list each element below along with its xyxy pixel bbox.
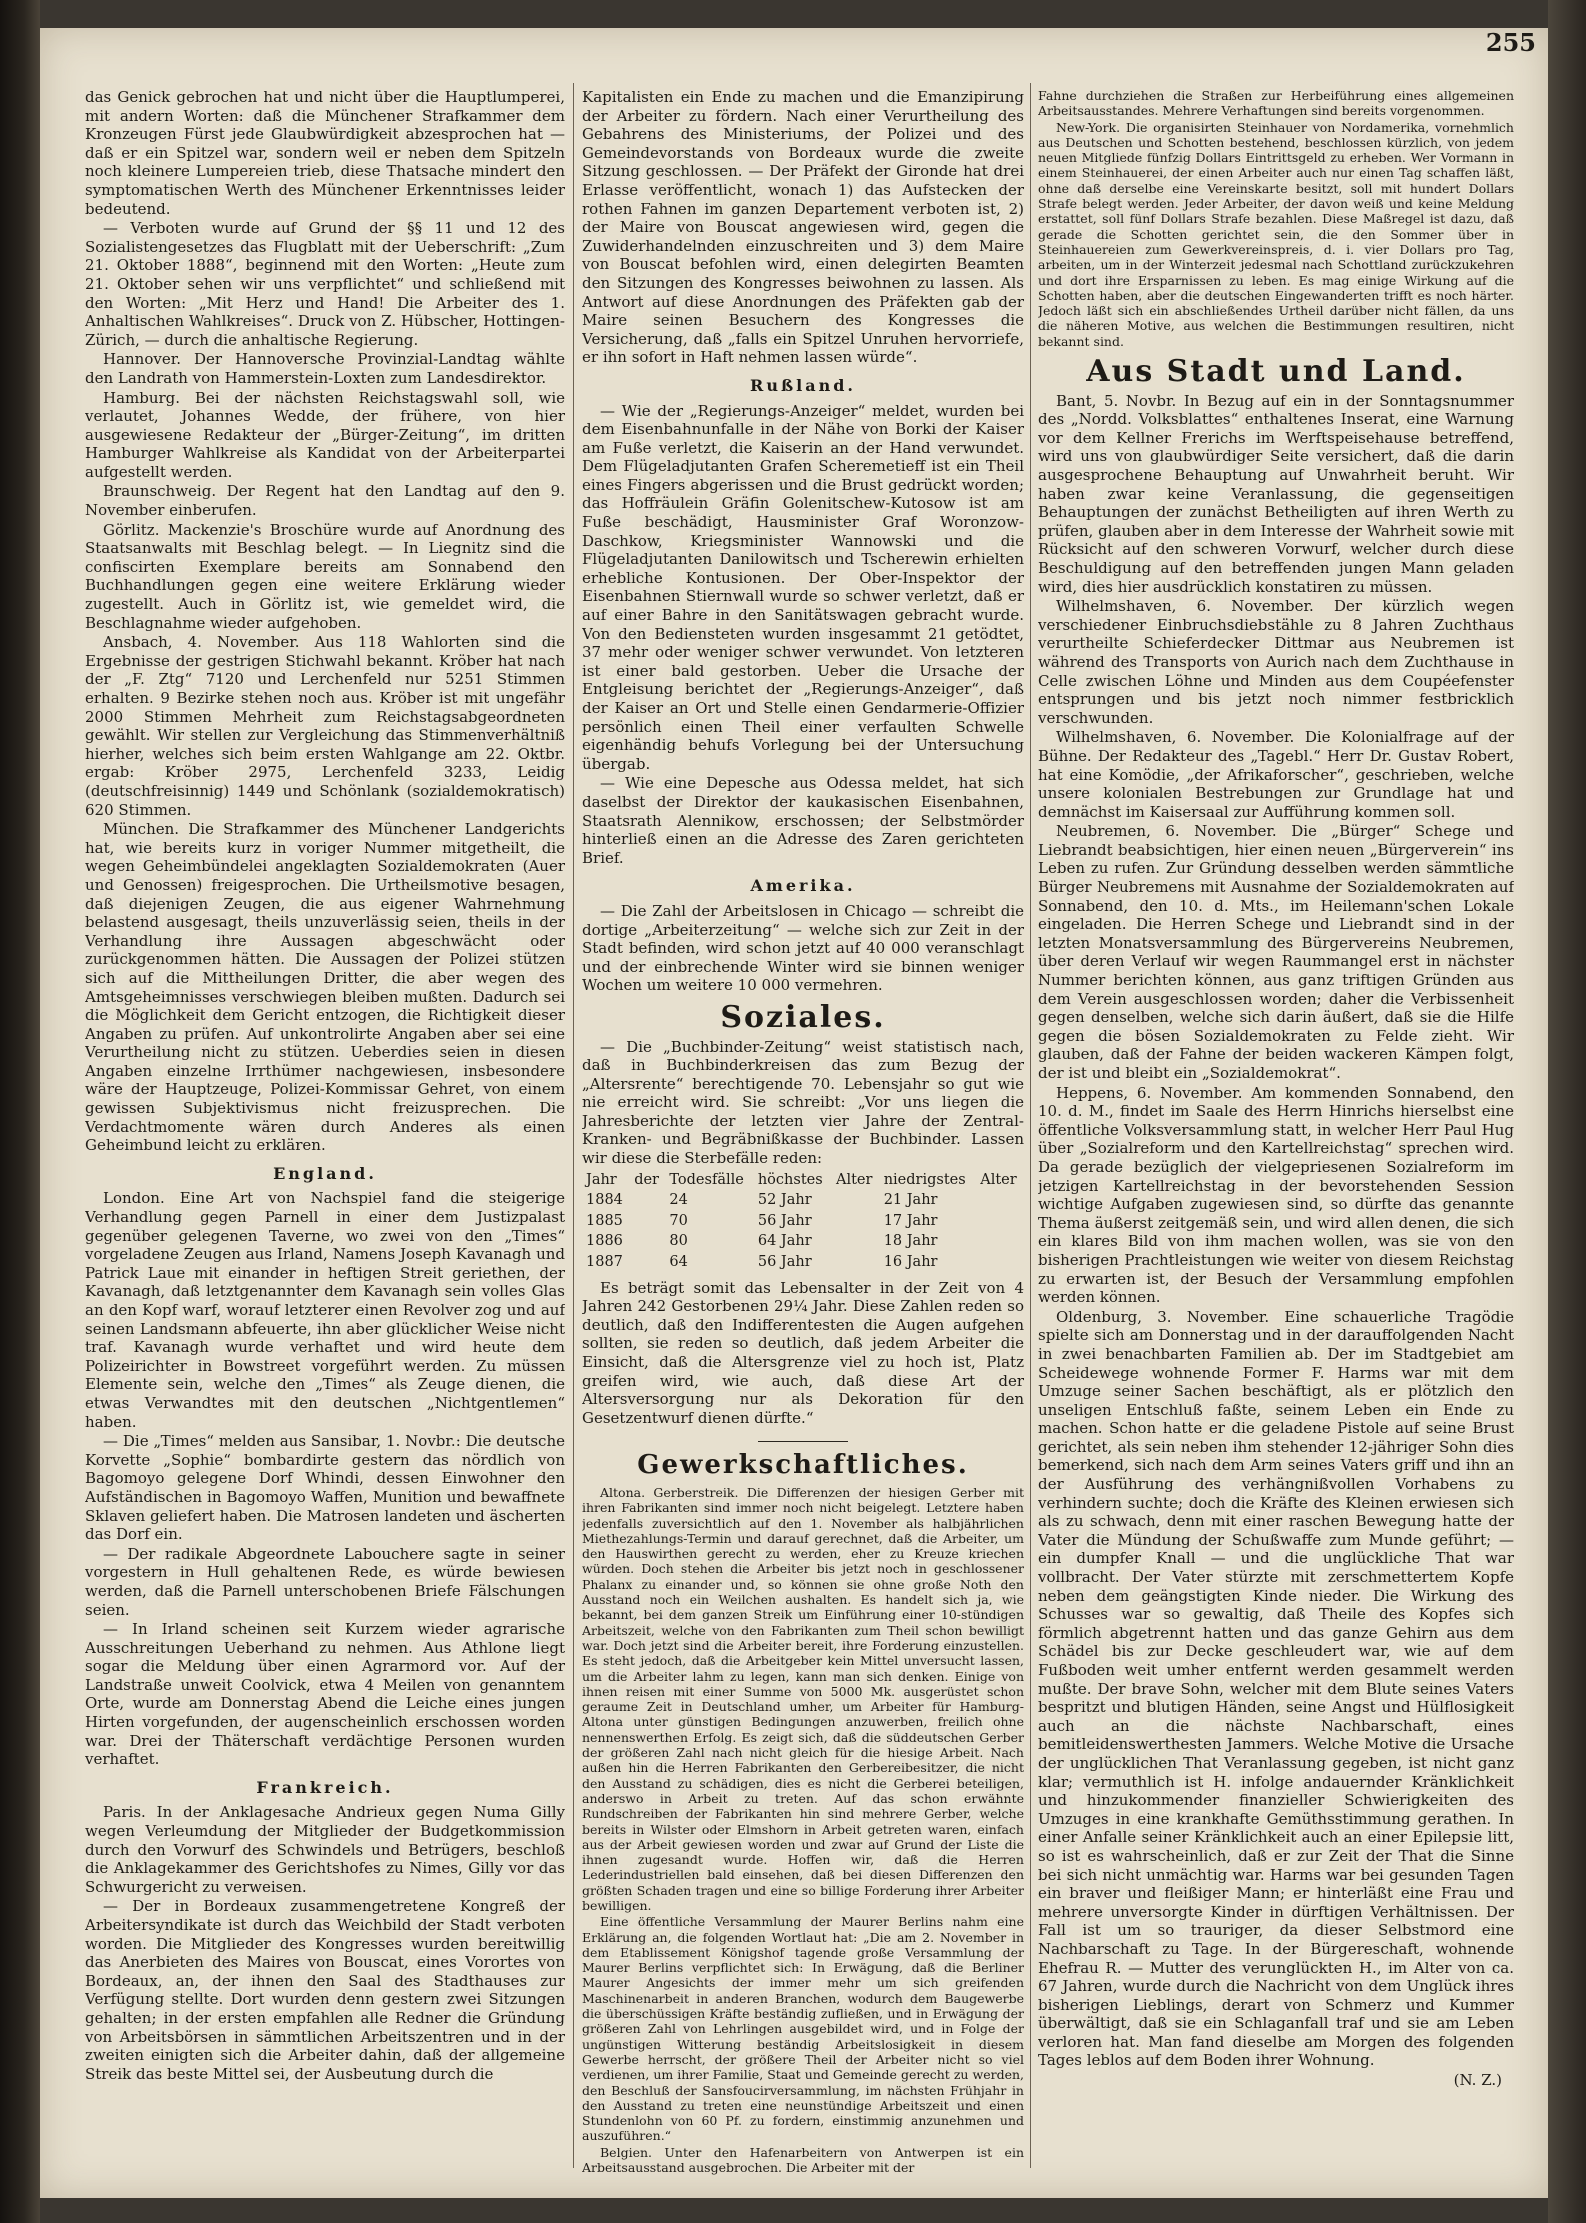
table-cell: 56 Jahr — [757, 1212, 812, 1229]
table-cell: 1884 — [586, 1192, 623, 1209]
article-text: Kapitalisten ein Ende zu machen und die Emanzipirung der Arbeiter zu fördern. Nach einer Verurtheilung des Gebahrens des Ministeriums, der Polizei und des Gemeindevorstands von Bordeaux wurde die zweite Sitzung geschlossen. — Der Präfekt der Gironde hat drei Erlasse veröffentlicht, wonach 1) das Aufstecken der rothen Fahnen im ganzen Departement verboten ist, 2) der Maire von Bouscat angewiesen wird, gegen die Zuwiderhandelnden einzuschreiten und 3) dem Maire von Bouscat befohlen wird, einen delegirten Beamten den Sitzungen des Kongresses beiwohnen zu lassen. Als Antwort auf diese Anordnungen des Präfekten gab der Maire seinen Besuchern des Kongresses die Versicherung, daß „falls ein Spitzel Unruhen hervorriefe, er ihn sofort in Haft nehmen lassen würde“. — [582, 88, 1024, 367]
article-text: — Die Zahl der Arbeitslosen in Chicago — schreibt die dortige „Arbeiterzeitung“ — welche sich zur Zeit in der Stadt befinden, wird schon jetzt auf 40 000 veranschlagt und der einbrechende Winter wird sie binnen weniger Wochen um weitere 10 000 vermehren. — [582, 901, 1024, 995]
column-rule — [573, 83, 574, 2168]
table-header-cell: der — [634, 1171, 659, 1188]
table-header-cell: Alter — [835, 1171, 873, 1188]
source-signature: (N. Z.) — [1453, 2071, 1502, 2090]
article-text: Bant, 5. Novbr. In Bezug auf ein in der Sonntagsnummer des „Nordd. Volksblattes“ enthaltenes Inserat, eine Warnung vor dem Kellner Frerichs im Werftspeisehause betreffend, wird uns von glaubwürdiger Seite versichert, daß die darin ausgesprochene Behauptung auf Unwahrheit beruht. Wir haben zwar keine Veranlassung, die gegenseitigen Behauptungen der zunächst Betheiligten auf ihren Werth zu prüfen, glauben aber in dem Interesse der Wahrheit sowie mit Rücksicht auf den schweren Vorwurf, welcher durch diese Beschuldigung auf den betreffenden jungen Mann geladen wird, dies hier ausdrücklich konstatiren zu müssen. — [1038, 391, 1514, 596]
article-text: Heppens, 6. November. Am kommenden Sonnabend, den 10. d. M., findet im Saale des Herrn Hinrichs hierselbst eine öffentliche Volksversammlung statt, in welcher Herr Paul Hug über „Sozialreform und den Kartellreichstag“ sprechen wird. Da gerade bezüglich der vielgepriesenen Sozialreform im jetzigen Kartellreichstag in der bevorstehenden Session wichtige Aufgaben zugewiesen sind, so dürfte das genannte Thema äußerst zeitgemäß sein, und wird allen denen, die sich ein klares Bild von ihm machen wollen, was sie von den bisherigen Prachtleistungen wie weiter von diesem Reichstag zu erwarten ist, der Besuch der Versammlung empfohlen werden können. — [1038, 1083, 1514, 1307]
article-text: Eine öffentliche Versammlung der Maurer Berlins nahm eine Erklärung an, die folgenden Wortlaut hat: „Die am 2. November in dem Etablissement Königshof tagende große Versammlung der Maurer Berlins verpflichtet sich: In Erwägung, daß die Berliner Maurer Angesichts der immer mehr um sich greifenden Maschinenarbeit in anderen Branchen, wodurch dem Baugewerbe die überschüssigen Kräfte beständig zufließen, und in Erwägung der größeren Zahl von Lehrlingen ausgebildet wird, und in Folge der ungünstigen Witterung beständig Arbeitslosigkeit in diesem Gewerbe herrscht, der größere Theil der Arbeiter nicht so viel verdienen, um ihrer Familie, Staat und Gemeinde gerecht zu werden, den Beschluß der Sansfoucirversammlung, im nächsten Frühjahr in den Ausstand zu treten eine neunstündige Arbeitszeit und einen Stundenlohn von 60 Pf. zu fordern, einstimmig anzunehmen und auszuführen.“ — [582, 1914, 1024, 2144]
table-row — [582, 1190, 1024, 1211]
article-text: — Verboten wurde auf Grund der §§ 11 und 12 des Sozialistengesetzes das Flugblatt mit der Ueberschrift: „Zum 21. Oktober 1888“, beginnend mit den Worten: „Heute zum 21. Oktober sehen wir uns verpflichtet“ und schließend mit den Worten: „Mit Herz und Hand! Die Arbeiter des 1. Anhaltischen Wahlkreises“. Druck von Z. Hübscher, Hottingen-Zürich, — durch die anhaltische Regierung. — [85, 219, 565, 349]
table-cell: 16 Jahr — [883, 1254, 938, 1271]
section-heading-amerika: Amerika. — [750, 876, 856, 896]
table-cell: 56 Jahr — [757, 1254, 812, 1271]
table-cell: 64 — [669, 1254, 688, 1271]
article-text: Hannover. Der Hannoversche Provinzial-Landtag wählte den Landrath von Hammerstein-Loxten zum Landesdirektor. — [85, 350, 565, 387]
page-edge — [1548, 0, 1586, 2223]
table-cell: 24 — [669, 1192, 688, 1209]
article-text: Braunschweig. Der Regent hat den Landtag auf den 9. November einberufen. — [85, 482, 565, 520]
table-cell: 52 Jahr — [757, 1192, 812, 1209]
article-text: — Der radikale Abgeordnete Labouchere sagte in seiner vorgestern in Hull gehaltenen Rede, es würde bewiesen werden, daß die Parnell unterschobenen Briefe Fälschungen seien. — [85, 1544, 565, 1619]
article-text: — Der in Bordeaux zusammengetretene Kongreß der Arbeitersyndikate ist durch das Weichbild der Stadt verboten worden. Die Mitglieder des Kongresses wurden bereitwillig das Anerbieten des Maires von Bouscat, eines Vorortes von Bordeaux, an, der ihnen den Saal des Stadthauses zur Verfügung stellte. Dort wurden denn gestern zwei Sitzungen gehalten; in der ersten empfahlen alle Redner die Gründung von Arbeitsbörsen in sämmtlichen Arbeitszentren und in der zweiten einigten sich die Arbeiter dahin, daß der allgemeine Streik das beste Mittel sei, der Ausbeutung durch die — [85, 1897, 565, 2083]
table-cell: 64 Jahr — [757, 1233, 812, 1250]
table-header-cell: niedrigstes — [883, 1171, 966, 1188]
separator-rule — [758, 1441, 848, 1442]
column-3 — [1038, 88, 1514, 2178]
article-text: Wilhelmshaven, 6. November. Die Kolonialfrage auf der Bühne. Der Redakteur des „Tagebl.“ Herr Dr. Gustav Robert, hat eine Komödie, „der Afrikaforscher“, geschrieben, welche unsere kolonialen Bestrebungen zur Grundlage hat und demnächst im Kaisersaal zur Aufführung kommen soll. — [1038, 728, 1514, 821]
table-cell: 1886 — [586, 1233, 623, 1250]
table-cell: 17 Jahr — [883, 1212, 938, 1229]
article-text: — In Irland scheinen seit Kurzem wieder agrarische Ausschreitungen Ueberhand zu nehmen. Aus Athlone liegt sogar die Meldung über einen Agrarmord vor. Auf der Landstraße unweit Coolvick, etwa 4 Meilen von genanntem Orte, wurde am Donnerstag Abend die Leiche eines jungen Hirten vorgefunden, der augenscheinlich erschossen worden war. Drei der Thäterschaft verdächtige Personen wurden verhaftet. — [85, 1620, 565, 1769]
section-heading-aus-stadt-und-land: Aus Stadt und Land. — [1086, 354, 1466, 390]
table-row — [582, 1231, 1024, 1252]
table-cell: 1887 — [586, 1254, 623, 1271]
article-text: — Wie der „Regierungs-Anzeiger“ meldet, wurden bei dem Eisenbahnunfalle in der Nähe von Borki der Kaiser am Fuße verletzt, die Kaiserin an der Hand verwundet. Dem Flügeladjutanten Grafen Scheremetieff ist ein Theil eines Fingers abgerissen und die Brust gedrückt worden; das Hoffräulein Gräfin Golenitschew-Kutosow ist am Fuße beschädigt, Hausminister Graf Woronzow-Daschkow, Kriegsminister Wannowski und die Flügeladjutanten Danilowitsch und Tscherewin erhielten erhebliche Kontusionen. Der Ober-Inspektor der Eisenbahnen Stiernwall wurde so schwer verletzt, daß er auf einer Bahre in den Sanitätswagen gebracht wurde. Von den Bediensteten wurden insgesammt 21 getödtet, 37 mehr oder weniger schwer verwundet. Von letzteren ist einer bald gestorben. Ueber die Ursache der Entgleisung berichtet der „Regierungs-Anzeiger“, daß der Kaiser an Ort und Stelle einen Gendarmerie-Offizier persönlich einen Theil einer verfaulten Schwelle eigenhändig behufs Vorlegung bei der Untersuchung übergab. — [582, 401, 1024, 773]
section-heading-russland: Rußland. — [750, 375, 856, 395]
article-text: Belgien. Unter den Hafenarbeitern von Antwerpen ist ein Arbeitsausstand ausgebrochen. Die Arbeiter mit der — [582, 2144, 1024, 2176]
article-text: das Genick gebrochen hat und nicht über die Hauptlumperei, mit andern Worten: daß die Münchener Strafkammer dem Kronzeugen Fürst jede Glaubwürdigkeit abzesprochen hat — daß er ein Spitzel war, sondern weil er neben dem Spitzeln noch kleinere Lumpereien trieb, diese Thatsache mindert den symptomatischen Werth des Münchener Erkenntnisses leider bedeutend. — [85, 88, 565, 218]
article-text: Paris. In der Anklagesache Andrieux gegen Numa Gilly wegen Verleumdung der Mitglieder der Budgetkommission durch den Vorwurf des Schwindels und Betrügers, beschloß die Anklagekammer des Gerichtshofes zu Nimes, Gilly vor das Schwurgericht zu verweisen. — [85, 1803, 565, 1896]
article-text: Ansbach, 4. November. Aus 118 Wahlorten sind die Ergebnisse der gestrigen Stichwahl bekannt. Kröber hat nach der „F. Ztg“ 7120 und Lerchenfeld nur 5251 Stimmen erhalten. 9 Bezirke stehen noch aus. Kröber ist mit ungefähr 2000 Stimmen Mehrheit zum Reichstagsabgeordneten gewählt. Wir stellen zur Vergleichung das Stimmenverhältniß hierher, welches sich beim ersten Wahlgange am 22. Oktbr. ergab: Kröber 2975, Lerchenfeld 3233, Leidig (deutschfreisinnig) 1449 und Schönlank (sozialdemokratisch) 620 Stimmen. — [85, 633, 565, 819]
article-text: Neubremen, 6. November. Die „Bürger“ Schege und Liebrandt beabsichtigen, hier einen neuen „Bürgerverein“ ins Leben zu rufen. Zur Gründung desselben werden sämmtliche Bürger Neubremens mit Ausnahme der Sozialdemokraten auf Sonnabend, den 10. d. Mts., im Heilemann'schen Lokale eingeladen. Die Herren Schege und Liebrandt sind in der letzten Monatsversammlung des Bürgervereins Neubremen, über deren Verlauf wir wegen Raummangel erst in nächster Nummer berichten können, aus ganz triftigen Gründen aus dem Verein ausgeschlossen worden; daher die Verbissenheit gegen denselben, welche sich darin äußert, daß sie die Hilfe gegen die bösen Sozialdemokraten zu Felde zieht. Wir glauben, daß der Fahne der beiden wackeren Kämpen folgt, der ist und bleibt ein „Sozialdemokrat“. — [1038, 822, 1514, 1083]
article-text: — Die „Buchbinder-Zeitung“ weist statistisch nach, daß in Buchbinderkreisen das zum Bezug der „Altersrente“ berechtigende 70. Lebensjahr so gut wie nie erreicht wird. Sie schreibt: „Vor uns liegen die Jahresberichte der letzten vier Jahre der Zentral-Kranken- und Begräbnißkasse der Buchbinder. Lassen wir diese die Sterbefälle reden: — [582, 1037, 1024, 1168]
article-text: Hamburg. Bei der nächsten Reichstagswahl soll, wie verlautet, Johannes Wedde, der frühere, von hier ausgewiesene Redakteur der „Bürger-Zeitung“, im dritten Hamburger Wahlkreise als Kandidat von der Arbeiterpartei aufgestellt werden. — [85, 388, 565, 481]
table-cell: 1885 — [586, 1212, 623, 1229]
article-text: Altona. Gerberstreik. Die Differenzen der hiesigen Gerber mit ihren Fabrikanten sind immer noch nicht beigelegt. Letztere haben jedenfalls zuversichtlich auf den 1. November als halbjährlichen Miethezahlungs-Termin und darauf gerechnet, daß die Arbeiter, um den Hauswirthen gerecht zu werden, eher zu Kreuze kriechen würden. Doch stehen die Arbeiter bis jetzt noch in geschlossener Phalanx zu einander und, so können sie ohne große Noth den Ausstand noch ein Weilchen aushalten. Es handelt sich ja, wie bekannt, bei dem ganzen Streik um Einführung einer 10-stündigen Arbeitszeit, welche von den Fabrikanten zum Theil schon bewilligt war. Doch jetzt sind die Arbeiter bereit, ihre Forderung einzustellen. Es steht jedoch, daß die Arbeitgeber kein Mittel unversucht lassen, um die Arbeiter lahm zu legen, kann man sich denken. Einige von ihnen reisen mit einer Summe von 5000 Mk. ausgerüstet schon geraume Zeit in Deutschland umher, um Arbeiter für Hamburg-Altona unter günstigen Bedingungen anzuwerben, freilich ohne nennenswerthen Erfolg. Es zeigt sich, daß die süddeutschen Gerber der größeren Zahl nach nicht gleich für die hiesige Arbeit. Nach außen hin die Herren Fabrikanten den Gerbereibesitzer, die nicht den Ausstand zu schädigen, dies es nicht die Gerberei beteiligen, anderswo in Arbeit zu treten. Auf das schon erwähnte Rundschreiben der Fabrikanten hin sind mehrere Gerber, welche bereits in Wilster oder Elmshorn in Arbeit getreten waren, einfach aus der Arbeit gewiesen worden und zwar auf Grund der Liste die ihnen zugesandt wurde. Hoffen wir, daß die Herren Lederindustriellen bald einsehen, daß bei diesen Differenzen den größten Schaden tragen und eine so billige Forderung ihrer Arbeiter bewilligen. — [582, 1484, 1024, 1913]
section-heading-frankreich: Frankreich. — [256, 1777, 394, 1797]
table-cell: 21 Jahr — [883, 1192, 938, 1209]
newspaper-page — [40, 28, 1548, 2198]
book-binding — [0, 0, 40, 2223]
section-heading-gewerkschaftliches: Gewerkschaftliches. — [637, 1450, 969, 1481]
table-header-cell: Todesfälle — [669, 1171, 744, 1188]
article-text: München. Die Strafkammer des Münchener Landgerichts hat, wie bereits kurz in voriger Nummer mitgetheilt, die wegen Geheimbündelei angeklagten Sozialdemokraten (Auer und Genossen) freigesprochen. Die Urtheilsmotive besagen, daß diejenigen Zeugen, die aus eigener Wahrnehmung belastend ausgesagt, theils unzuverlässig seien, theils in der Verhandlung ihre Aussagen abgeschwächt oder zurückgenommen hätten. Die Aussagen der Polizei stützen sich auf die Mittheilungen Dritter, die aber wegen des Amtsgeheimnisses verschwiegen bleiben mußten. Dadurch sei die Möglichkeit dem Gericht entzogen, die Richtigkeit dieser Angaben zu prüfen. Auf unkontrolirte Angaben aber sei eine Verurtheilung nicht zu stützen. Ueberdies seien in diesen Angaben einzelne Irrthümer nachgewiesen, insbesondere wäre der Hauptzeuge, Polizei-Kommissar Gehret, von einem gewissen Subjektivismus nicht freizusprechen. Die Verdachtmomente wären durch Anderes als einen Geheimbund leicht zu erklären. — [85, 820, 565, 1155]
table-header-cell: Jahr — [586, 1171, 617, 1188]
article-text: Es beträgt somit das Lebensalter in der Zeit von 4 Jahren 242 Gestorbenen 29¼ Jahr. Diese Zahlen reden so deutlich, daß den Indifferentesten die Augen aufgehen sollten, sie reden so deutlich, daß jedem Arbeiter die Einsicht, daß die Altersgrenze viel zu hoch ist, Platz greifen wird, wie auch, daß diese Art der Altersversorgung nur als Dekoration für den Gesetzentwurf dienen dürfte.“ — [582, 1278, 1024, 1427]
column-rule — [1030, 83, 1031, 2168]
article-text: Görlitz. Mackenzie's Broschüre wurde auf Anordnung des Staatsanwalts mit Beschlag belegt. — In Liegnitz sind die confiscirten Exemplare bereits am Sonnabend den Buchhandlungen gegen eine weitere Erklärung wieder zugestellt. Auch in Görlitz ist, wie gemeldet wird, die Beschlagnahme wieder aufgehoben. — [85, 520, 565, 632]
table-header-cell: höchstes — [757, 1171, 823, 1188]
table-cell: 70 — [669, 1212, 688, 1229]
article-text: — Wie eine Depesche aus Odessa meldet, hat sich daselbst der Direktor der kaukasischen Eisenbahnen, Staatsrath Alennikow, erschossen; der Selbstmörder hinterließ einen an die Adresse des Zaren gerichteten Brief. — [582, 774, 1024, 867]
table-cell: 18 Jahr — [883, 1233, 938, 1250]
page-number: 255 — [1485, 28, 1536, 57]
table-header-cell: Alter — [980, 1171, 1017, 1188]
article-text: Oldenburg, 3. November. Eine schauerliche Tragödie spielte sich am Donnerstag und in der darauffolgenden Nacht in zwei benachbarten Familien ab. Der im Stadtgebiet am Scheidewege wohnende Former F. Harms war mit dem Umzuge seiner Sachen beschäftigt, als er plötzlich den unseligen Entschluß faßte, seinem Leben ein Ende zu machen. Schon hatte er die geladene Pistole auf seine Brust gerichtet, als sein neben ihm stehender 12-jähriger Sohn dies bemerkend, sich nach dem Arm seines Vaters griff und ihn an der Ausführung des verhängnißvollen Vorhabens zu verhindern suchte; doch die Kräfte des Kleinen erwiesen sich als zu schwach, denn mit einer raschen Bewegung hatte der Vater die Mündung der Schußwaffe zum Munde geführt; — ein dumpfer Knall — und die unglückliche That war vollbracht. Der Vater stürzte mit zerschmettertem Kopfe neben dem geängstigten Kinde nieder. Die Wirkung des Schusses war so gewaltig, daß Theile des Kopfes sich förmlich abgetrennt hatten und das ganze Gehirn aus dem Schädel bis zur Decke geschleudert war, wie auf dem Fußboden weit umher entfernt werden gesammelt werden mußte. Der brave Sohn, welcher mit dem Blute seines Vaters bespritzt und blutigen Händen, seine Angst und Hülflosigkeit auch an die nächste Nachbarschaft, eines bemitleidenswerthesten Jammers. Welche Motive die Ursache der unglücklichen That Veranlassung gegeben, ist nicht ganz klar; vermuthlich ist H. infolge andauernder Kränklichkeit und hinzukommender finanzieller Schwierigkeiten des Umzuges in eine krankhafte Gemüthsstimmung gerathen. In einer Anfalle seiner Kränklichkeit auch an einer Epilepsie litt, so ist es wahrscheinlich, daß er zur Zeit der That die Sinne bei sich nicht unmächtig war. Harms war bei gesunden Tagen ein braver und fleißiger Mann; er hinterläßt eine Frau und mehrere unversorgte Kinder in dürftigen Verhältnissen. Der Fall ist um so trauriger, da dieser Selbstmord eine Nachbarschaft zu Tage. In der Bürgereschaft, wohnende Ehefrau R. — Mutter des verunglückten H., im Alter von ca. 67 Jahren, wurde durch die Nachricht von dem Unglück ihres bisherigen Lieblings, derart von Schmerz und Kummer überwältigt, daß sie ein Schlaganfall traf und sie am Leben verloren hat. Man fand dieselbe am Morgen des folgenden Tages leblos auf dem Boden ihrer Wohnung. — [1038, 1307, 1514, 2070]
article-text: New-York. Die organisirten Steinhauer von Nordamerika, vornehmlich aus Deutschen und Schotten bestehend, beschlossen kürzlich, von jedem neuen Mitgliede fünfzig Dollars Eintrittsgeld zu erheben. Wer Vormann in einem Steinhauerei, der einen Arbeiter auch nur einen Tag schaffen läßt, ohne daß derselbe eine Vereinskarte besitzt, soll mit hundert Dollars Strafe belegt werden. Jeder Arbeiter, der davon weiß und keine Meldung erstattet, soll fünf Dollars Strafe bezahlen. Diese Maßregel ist dazu, daß gerade die Schotten gerichtet sein, die den Sommer über in Steinhauereien zum Gewerkvereinspreis, d. i. vier Dollars pro Tag, arbeiten, um in der Winterzeit jedesmal nach Schottland zurückzukehren und dort ihre Ersparnissen zu leben. Es mag einige Wirkung auf die Schotten haben, aber die deutschen Eingewanderten trifft es noch härter. Jedoch läßt sich ein abschließendes Urtheil darüber nicht fällen, da uns die näheren Motive, aus welchen die Bestimmungen resultiren, nicht bekannt sind. — [1038, 119, 1514, 349]
article-text: London. Eine Art von Nachspiel fand die steigerige Verhandlung gegen Parnell in einer dem Justizpalast gegenüber gelegenen Taverne, wo zwei von den „Times“ vorgeladene Zeugen aus Irland, Namens Joseph Kavanagh und Patrick Laue mit einander in heftigen Streit geriethen, der Kavanagh, daß letztgenannter dem Kavanagh sein volles Glas an den Kopf warf, worauf letzterer einen Revolver zog und auf seinen Landsmann abfeuerte, ihn aber glücklicher Weise nicht traf. Kavanagh wurde verhaftet und wird heute dem Polizeirichter in Bowstreet vorgeführt werden. Zu müssen Elemente sein, welche den „Times“ als Zeuge dienen, die etwas Verwandtes mit den deutschen „Nichtgentlemen“ haben. — [85, 1189, 565, 1431]
section-heading-soziales: Soziales. — [720, 999, 886, 1035]
table-header-row — [582, 1170, 1024, 1191]
column-1 — [85, 88, 565, 2178]
section-heading-england: England. — [273, 1163, 377, 1183]
table-cell: 80 — [669, 1233, 688, 1250]
article-text: Fahne durchziehen die Straßen zur Herbeiführung eines allgemeinen Arbeitsausstandes. Mehrere Verhaftungen sind bereits vorgenommen. — [1038, 88, 1514, 119]
column-2 — [582, 88, 1024, 2178]
table-row — [582, 1211, 1024, 1232]
table-row — [582, 1252, 1024, 1273]
death-statistics-table — [582, 1170, 1024, 1273]
article-text: — Die „Times“ melden aus Sansibar, 1. Novbr.: Die deutsche Korvette „Sophie“ bombardirte gestern das nördlich von Bagomoyo gelegene Dorf Whindi, dessen Einwohner den Aufständischen in Bagomoyo Waffen, Munition und bewaffnete Sklaven geliefert haben. Die Matrosen landeten und äscherten das Dorf ein. — [85, 1432, 565, 1544]
article-text: Wilhelmshaven, 6. November. Der kürzlich wegen verschiedener Einbruchsdiebstähle zu 8 Jahren Zuchthaus verurtheilte Schieferdecker Dittmar aus Neubremen ist während des Transports von Aurich nach dem Zuchthause in Celle zwischen Löhne und Minden aus dem Coupéefenster entsprungen und bis jetzt noch nimmer festbricklich verschwunden. — [1038, 597, 1514, 727]
